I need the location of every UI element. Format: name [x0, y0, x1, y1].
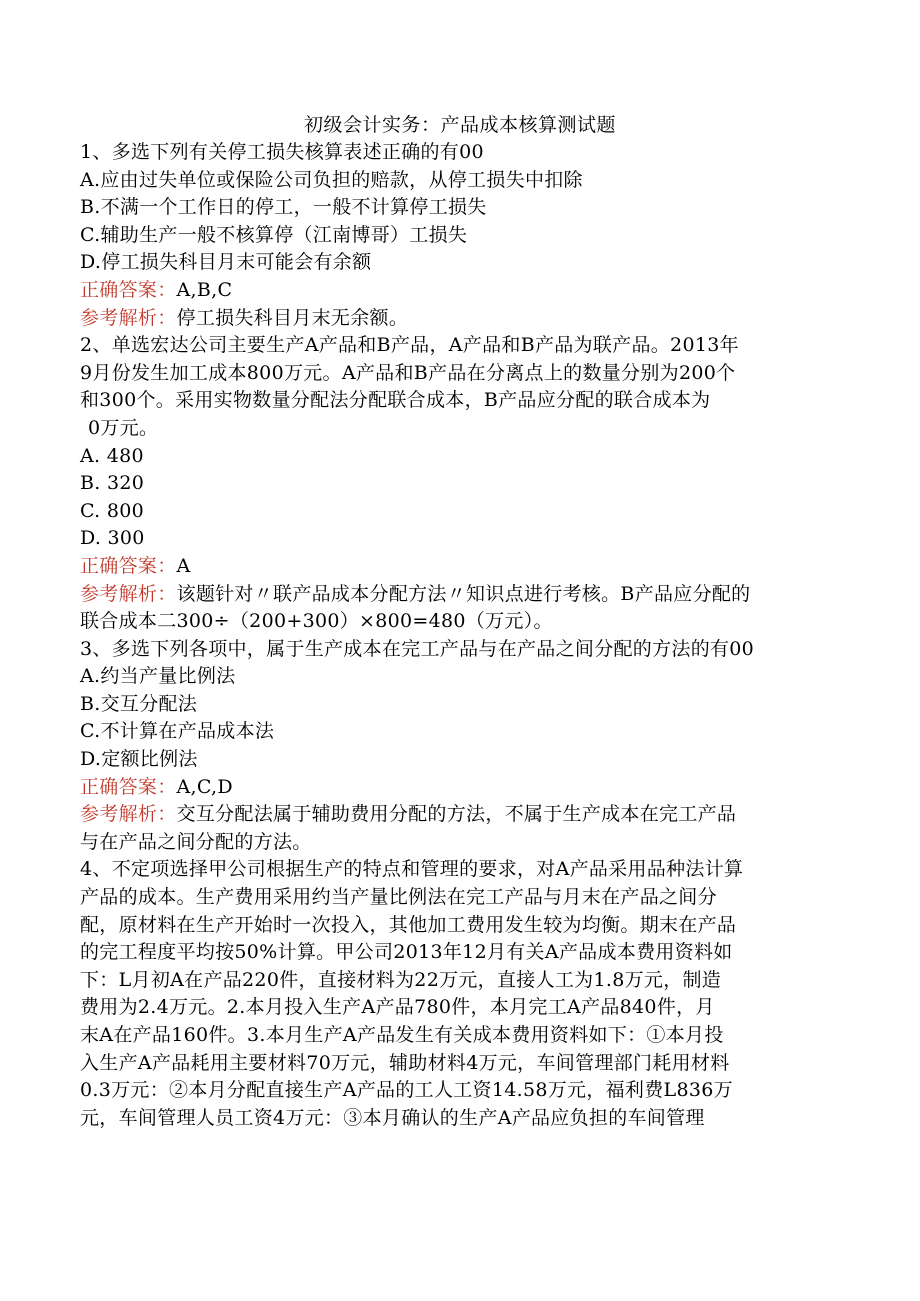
analysis-text: 与在产品之间分配的方法。: [80, 830, 312, 853]
option-c: C. 800: [80, 499, 145, 522]
question-stem: 费用为2.4万元。2.本月投入生产A产品780件，本月完工A产品840件，月: [80, 996, 715, 1019]
answer-label: 正确答案：: [80, 278, 177, 301]
analysis-label: 参考解析：: [80, 803, 177, 826]
question-3: [80, 636, 840, 857]
answer-label: 正确答案：: [80, 775, 177, 798]
question-2: [80, 332, 840, 636]
analysis-text: 交互分配法属于辅助费用分配的方法，不属于生产成本在完工产品: [176, 803, 737, 826]
analysis: [80, 581, 840, 609]
question-stem: 配，原材料在生产开始时一次投入，其他加工费用发生较为均衡。期末在产品: [80, 913, 737, 936]
question-stem: 0.3万元：②本月分配直接生产A产品的工人工资14.58万元，福利费L836万: [80, 1079, 733, 1102]
answer-value: A,C,D: [176, 775, 233, 798]
correct-answer: [80, 774, 840, 802]
analysis: [80, 305, 840, 333]
question-stem: 下：L月初A在产品220件，直接材料为22万元，直接人工为1.8万元，制造: [80, 968, 722, 991]
analysis: [80, 801, 840, 829]
question-stem: 末A在产品160件。3.本月生产A产品发生有关成本费用资料如下：①本月投: [80, 1024, 724, 1046]
option-c: C.辅助生产一般不核算停（江南博哥）工损失: [80, 223, 468, 246]
option-d: D.停工损失科目月末可能会有余额: [80, 251, 372, 274]
option-a: A.约当产量比例法: [80, 665, 236, 688]
answer-value: A: [176, 554, 191, 577]
option-b: B.交互分配法: [80, 692, 198, 715]
option-b: B.不满一个工作日的停工，一般不计算停工损失: [80, 196, 487, 219]
option-a: A.应由过失单位或保险公司负担的赔款，从停工损失中扣除: [80, 168, 583, 191]
analysis-text: 联合成本二300÷（200+300）×800=480（万元）。: [80, 610, 553, 633]
option-c: C.不计算在产品成本法: [80, 720, 275, 743]
question-4: [80, 856, 840, 1132]
analysis-label: 参考解析：: [80, 582, 177, 605]
question-stem: 元，车间管理人员工资4万元：③本月确认的生产A产品应负担的车间管理: [80, 1106, 705, 1129]
question-stem: 产品的成本。生产费用采用约当产量比例法在完工产品与月末在产品之间分: [80, 886, 717, 909]
question-1: [80, 139, 840, 332]
document-title: 初级会计实务：产品成本核算测试题: [303, 114, 616, 136]
question-stem: 9月份发生加工成本800万元。A产品和B产品在分离点上的数量分别为200个: [80, 361, 736, 384]
option-d: D.定额比例法: [80, 748, 198, 771]
answer-value: A,B,C: [176, 278, 233, 301]
analysis-text: 该题针对〃联产品成本分配方法〃知识点进行考核。B产品应分配的: [176, 582, 751, 605]
option-d: D. 300: [80, 527, 145, 550]
answer-label: 正确答案：: [80, 554, 177, 577]
option-a: A. 480: [80, 444, 144, 467]
question-stem: 4、不定项选择甲公司根据生产的特点和管理的要求，对A产品采用品种法计算: [80, 858, 744, 881]
question-stem: 和300个。采用实物数量分配法分配联合成本，B产品应分配的联合成本为: [80, 389, 711, 412]
question-stem: 1、多选下列有关停工损失核算表述正确的有00: [80, 141, 484, 163]
question-stem: 的完工程度平均按50%计算。甲公司2013年12月有关A产品成本费用资料如: [80, 941, 733, 964]
correct-answer: [80, 277, 840, 305]
question-stem: 入生产A产品耗用主要材料70万元，辅助材料4万元，车间管理部门耗用材料: [80, 1051, 730, 1074]
analysis-label: 参考解析：: [80, 306, 177, 329]
correct-answer: [80, 553, 840, 581]
option-b: B. 320: [80, 472, 145, 495]
question-stem: 2、单选宏达公司主要生产A产品和B产品，A产品和B产品为联产品。2013年: [80, 334, 739, 357]
question-stem: 0万元。: [88, 416, 159, 439]
document-body: [80, 139, 840, 1132]
question-stem: 3、多选下列各项中，属于生产成本在完工产品与在产品之间分配的方法的有00: [80, 637, 755, 660]
analysis-text: 停工损失科目月末无余额。: [176, 306, 409, 329]
